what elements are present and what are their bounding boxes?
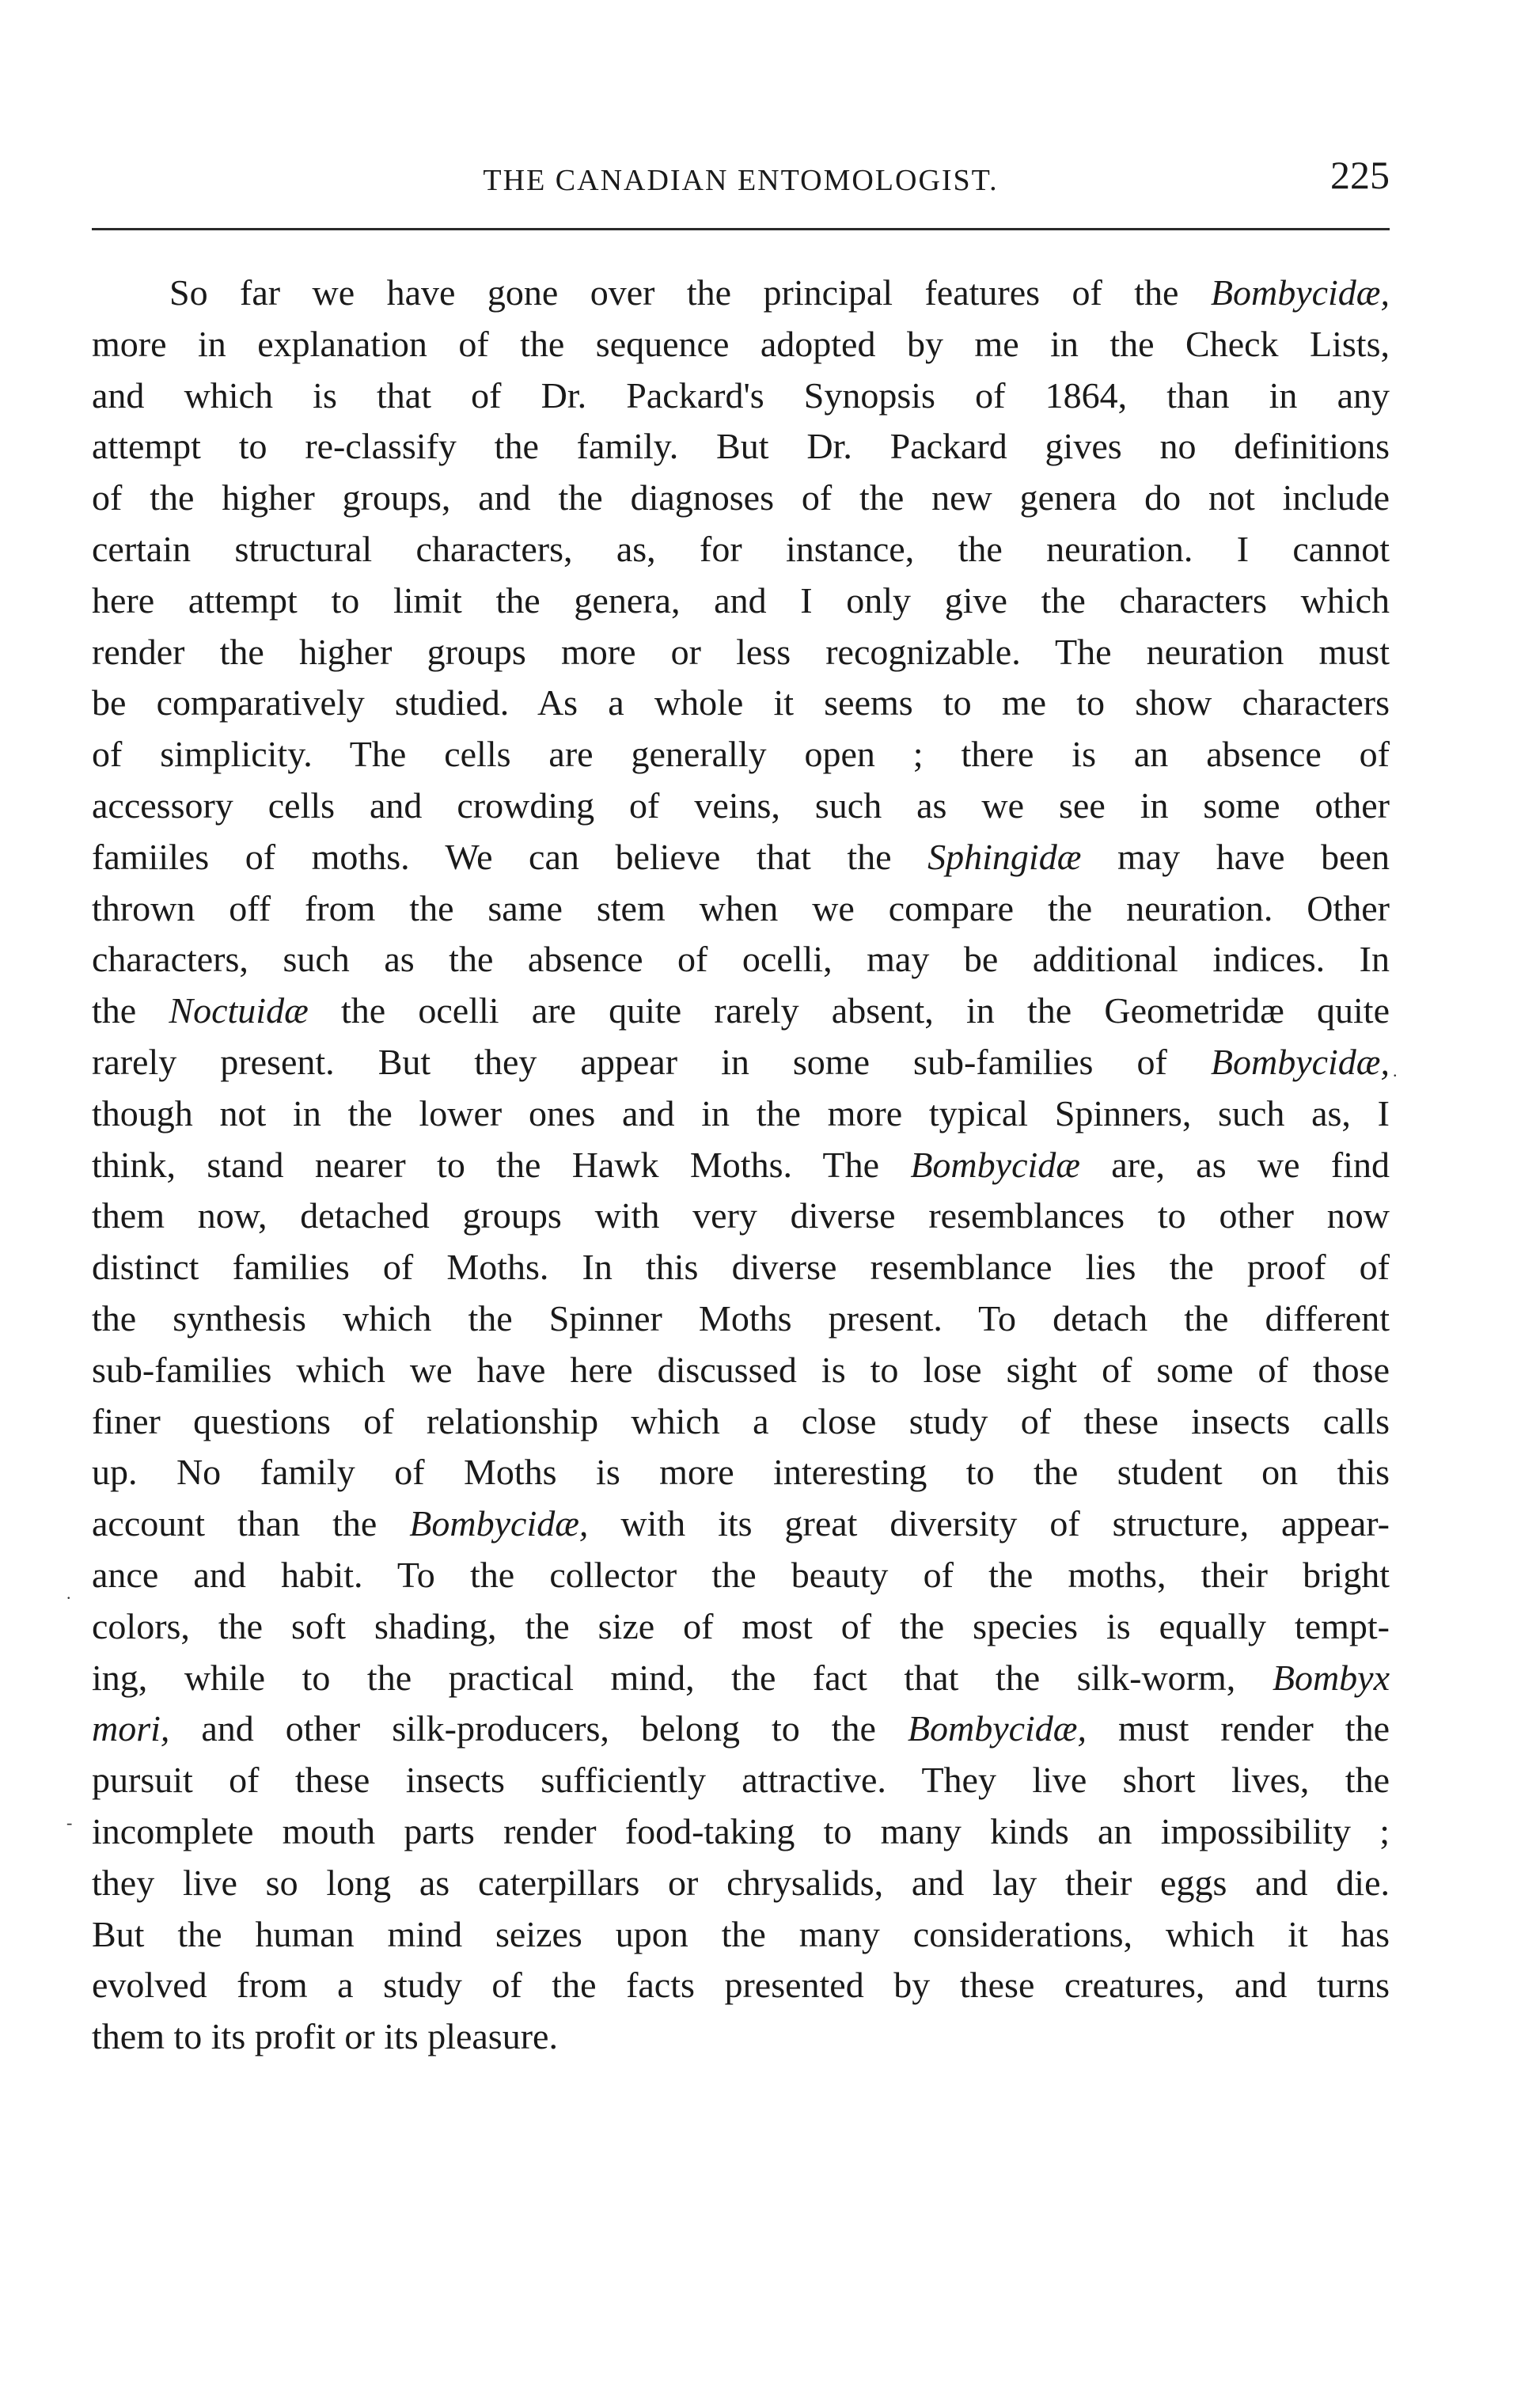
text-line: [92, 678, 1390, 729]
text-segment: So far we have gone over the principal features of the: [169, 272, 1211, 313]
text-line: [92, 1140, 1390, 1191]
italic-taxon-name: Bombycidæ,: [907, 1708, 1087, 1749]
italic-taxon-name: mori,: [92, 1708, 170, 1749]
margin-speck: -: [66, 1813, 73, 1832]
text-line: [92, 268, 1390, 319]
text-line: [92, 1806, 1390, 1858]
text-segment: the ocelli are quite rarely absent, in the Geometridæ quite: [308, 990, 1390, 1031]
text-line: [92, 1498, 1390, 1550]
text-line: [92, 524, 1390, 575]
text-segment: accessory cells and crowding of veins, such as we see in some other: [92, 784, 1390, 826]
text-line: [92, 1653, 1390, 1704]
text-line: [92, 1088, 1390, 1140]
italic-taxon-name: Bombycidæ,: [1210, 272, 1390, 313]
text-line: [92, 1960, 1390, 2011]
text-segment: they live so long as caterpillars or chrysalids, and lay their eggs and die.: [92, 1862, 1390, 1903]
text-segment: them now, detached groups with very diverse resemblances to other now: [92, 1195, 1390, 1236]
text-line: [92, 2011, 1390, 2063]
text-line: [92, 370, 1390, 422]
text-line: [92, 1447, 1390, 1498]
text-segment: may have been: [1081, 836, 1390, 877]
text-segment: incomplete mouth parts render food-taking to many kinds an impossibility ;: [92, 1810, 1390, 1851]
text-segment: think, stand nearer to the Hawk Moths. The: [92, 1144, 911, 1185]
text-line: [92, 1345, 1390, 1396]
text-segment: distinct families of Moths. In this diverse resemblance lies the proof of: [92, 1247, 1390, 1288]
text-segment: the: [92, 990, 169, 1031]
text-line: [92, 1396, 1390, 1448]
text-line: [92, 319, 1390, 370]
text-segment: sub-families which we have here discussed is to lose sight of some of those: [92, 1349, 1390, 1390]
italic-taxon-name: Noctuidæ: [169, 990, 309, 1031]
italic-taxon-name: Bombyx: [1272, 1657, 1390, 1698]
text-line: [92, 883, 1390, 935]
text-segment: evolved from a study of the facts presented by these creatures, and turns: [92, 1965, 1390, 2006]
text-segment: finer questions of relationship which a close study of these insects calls: [92, 1400, 1390, 1441]
text-segment: must render the: [1087, 1708, 1390, 1749]
text-line: [92, 1293, 1390, 1345]
italic-taxon-name: Bombycidæ,: [409, 1503, 589, 1544]
text-segment: ing, while to the practical mind, the fact that the silk-worm,: [92, 1657, 1273, 1698]
text-line: [92, 1909, 1390, 1961]
text-line: [92, 780, 1390, 832]
text-segment: rarely present. But they appear in some sub-families of: [92, 1041, 1211, 1082]
text-line: [92, 473, 1390, 524]
running-head: [92, 152, 1390, 199]
text-segment: here attempt to limit the genera, and I only give the characters which: [92, 579, 1390, 621]
text-segment: attempt to re-classify the family. But Dr. Packard gives no definitions: [92, 426, 1390, 467]
text-line: [92, 421, 1390, 473]
text-line: [92, 1190, 1390, 1242]
text-line: [92, 1242, 1390, 1293]
text-line: [92, 1755, 1390, 1806]
body-paragraph: [92, 268, 1390, 2063]
text-line: [92, 1703, 1390, 1755]
text-segment: them to its profit or its pleasure.: [92, 2016, 558, 2057]
text-segment: characters, such as the absence of ocelli, may be additional indices. In: [92, 939, 1390, 980]
journal-title: THE CANADIAN ENTOMOLOGIST.: [483, 164, 999, 197]
text-line: [92, 729, 1390, 780]
text-line: [92, 627, 1390, 678]
text-segment: up. No family of Moths is more interesting to the student on this: [92, 1452, 1390, 1493]
text-segment: pursuit of these insects sufficiently attractive. They live short lives, the: [92, 1760, 1390, 1801]
text-line: [92, 832, 1390, 883]
text-segment: with its great diversity of structure, appear-: [588, 1503, 1390, 1544]
text-segment: But the human mind seizes upon the many considerations, which it has: [92, 1913, 1390, 1954]
text-line: [92, 1550, 1390, 1601]
text-segment: thrown off from the same stem when we compare the neuration. Other: [92, 887, 1390, 928]
text-segment: be comparatively studied. As a whole it seems to me to show characters: [92, 682, 1390, 723]
text-segment: and other silk-producers, belong to the: [169, 1708, 908, 1749]
italic-taxon-name: Bombycidæ,: [1210, 1041, 1390, 1082]
italic-taxon-name: Sphingidæ: [927, 836, 1082, 877]
text-line: [92, 1037, 1390, 1088]
text-segment: ance and habit. To the collector the beauty of the moths, their bright: [92, 1554, 1390, 1595]
text-segment: render the higher groups more or less recognizable. The neuration must: [92, 631, 1390, 672]
page-number: 225: [1330, 153, 1390, 197]
margin-speck: .: [1393, 1061, 1398, 1080]
text-line: [92, 1601, 1390, 1653]
text-segment: though not in the lower ones and in the more typical Spinners, such as, I: [92, 1092, 1390, 1134]
text-segment: of the higher groups, and the diagnoses of the new genera do not include: [92, 477, 1390, 518]
text-line: [92, 985, 1390, 1037]
text-line: [92, 1858, 1390, 1909]
margin-speck: .: [66, 1583, 71, 1603]
text-segment: account than the: [92, 1503, 410, 1544]
text-segment: and which is that of Dr. Packard's Synopsis of 1864, than in any: [92, 374, 1390, 416]
text-line: [92, 934, 1390, 985]
header-rule: [92, 228, 1390, 230]
text-line: [92, 575, 1390, 627]
italic-taxon-name: Bombycidæ: [910, 1144, 1080, 1185]
text-segment: colors, the soft shading, the size of most of the species is equally tempt-: [92, 1605, 1390, 1646]
text-segment: more in explanation of the sequence adopted by me in the Check Lists,: [92, 323, 1390, 364]
text-segment: are, as we find: [1079, 1144, 1390, 1185]
text-segment: the synthesis which the Spinner Moths present. To detach the different: [92, 1297, 1390, 1339]
text-segment: certain structural characters, as, for instance, the neuration. I cannot: [92, 528, 1390, 569]
text-segment: famiiles of moths. We can believe that the: [92, 836, 928, 877]
text-segment: of simplicity. The cells are generally open ; there is an absence of: [92, 734, 1390, 775]
